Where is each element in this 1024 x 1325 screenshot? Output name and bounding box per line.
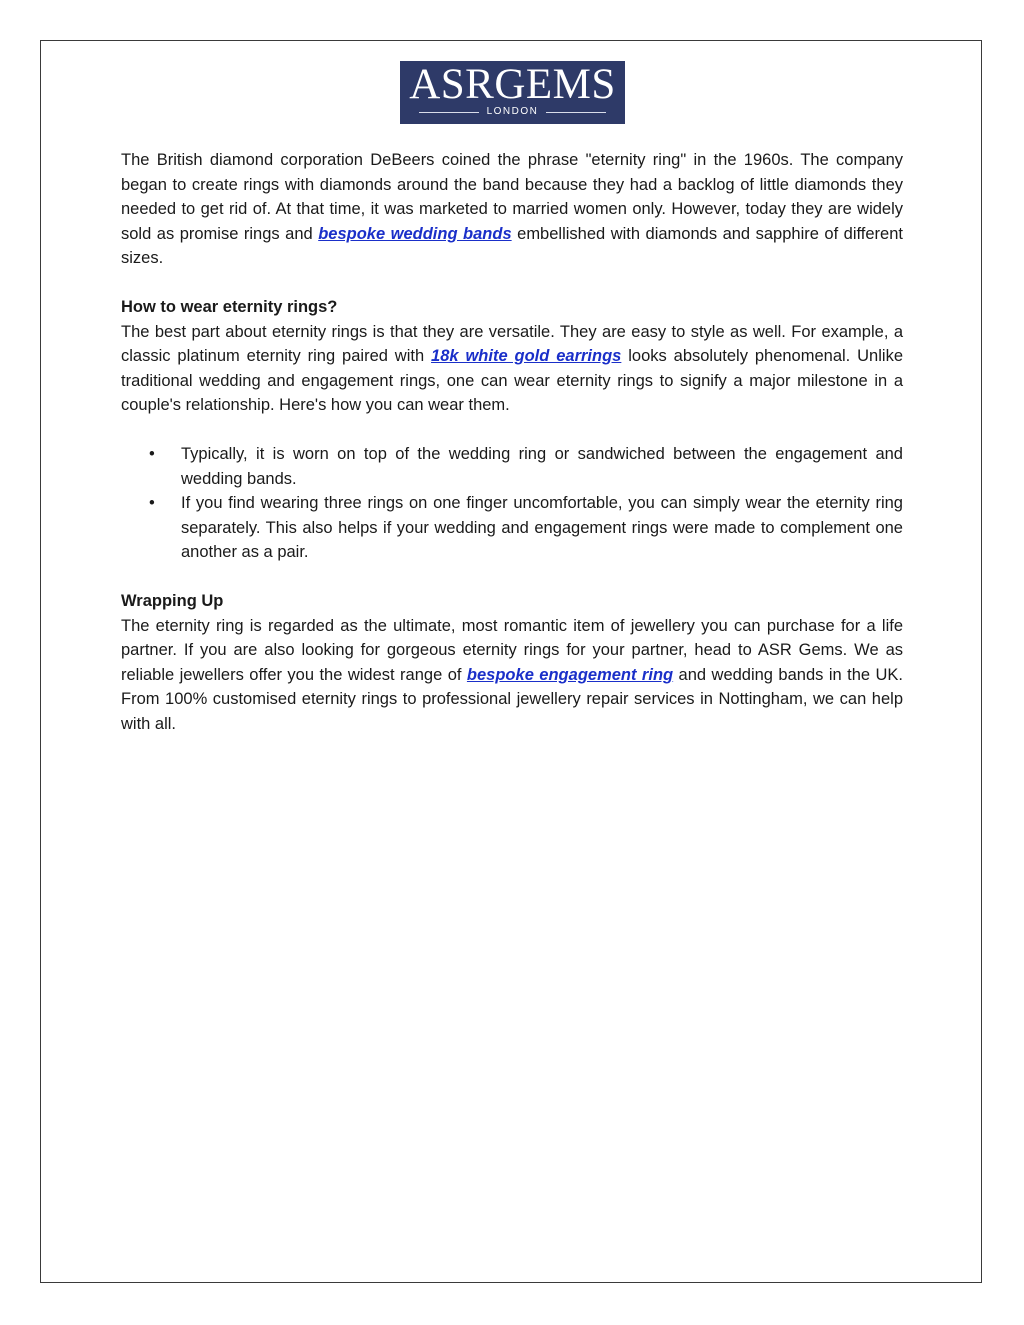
intro-text-start: The British diamond corporation DeBeers coined the phrase "eternity ring" in the 1960s. The company began to create rings with diamonds around the band because they had a backlog of little diamonds they needed to get rid of. At that time, it was marketed to married women only. However, today they are widely sold as promise rings and: [121, 151, 903, 243]
wear-bullet-list: [121, 442, 903, 565]
bullet-text: If you find wearing three rings on one finger uncomfortable, you can simply wear the eternity ring separately. This also helps if your wedding and engagement rings were made to complement one another as a pair.: [181, 494, 903, 561]
logo-wordmark: ASRGEMS: [409, 61, 616, 108]
logo-subtitle: LONDON: [486, 106, 539, 117]
paragraph-spacer: [121, 565, 903, 590]
bespoke-engagement-ring-link[interactable]: bespoke engagement ring: [466, 665, 674, 684]
wear-text-start: The best part about eternity rings is that they are versatile. They are easy to style as well. For example, a classic platinum eternity ring paired with: [121, 322, 903, 365]
intro-text-end: embellished with diamonds and sapphire of different sizes.: [121, 224, 903, 267]
intro-paragraph: [121, 148, 903, 271]
document-body: [121, 148, 903, 736]
logo-left-rule: [419, 112, 479, 113]
bullet-icon: •: [149, 445, 155, 463]
wrapping-up-paragraph: [121, 614, 903, 737]
bullet-text: Typically, it is worn on top of the wedding ring or sandwiched between the engagement and wedding bands.: [181, 445, 903, 488]
white-gold-earrings-link[interactable]: 18k white gold earrings: [431, 347, 622, 365]
paragraph-spacer: [121, 418, 903, 443]
bullet-icon: •: [149, 494, 155, 512]
wrap-text-start: The eternity ring is regarded as the ultimate, most romantic item of jewellery you can purchase for a life partner. If you are also looking for gorgeous eternity rings for your partner, head to ASR Gems. We as reliable jewellers offer you the widest range of: [121, 616, 903, 684]
bespoke-wedding-bands-link[interactable]: bespoke wedding bands: [318, 224, 512, 243]
wear-paragraph: [121, 320, 903, 418]
list-item: [121, 491, 903, 565]
wear-heading: How to wear eternity rings?: [121, 298, 338, 316]
paragraph-spacer: [121, 271, 903, 296]
wrap-text-end: and wedding bands in the UK. From 100% customised eternity rings to professional jewellery repair services in Nottingham, we can help with all.: [121, 665, 903, 733]
asrgems-logo: [400, 61, 625, 124]
wrapping-up-heading: Wrapping Up: [121, 592, 224, 610]
wear-text-end: looks absolutely phenomenal. Unlike traditional wedding and engagement rings, one can wear eternity rings to signify a major milestone in a couple's relationship. Here's how you can wear them.: [121, 347, 903, 414]
list-item: [121, 442, 903, 491]
logo-right-rule: [546, 112, 606, 113]
